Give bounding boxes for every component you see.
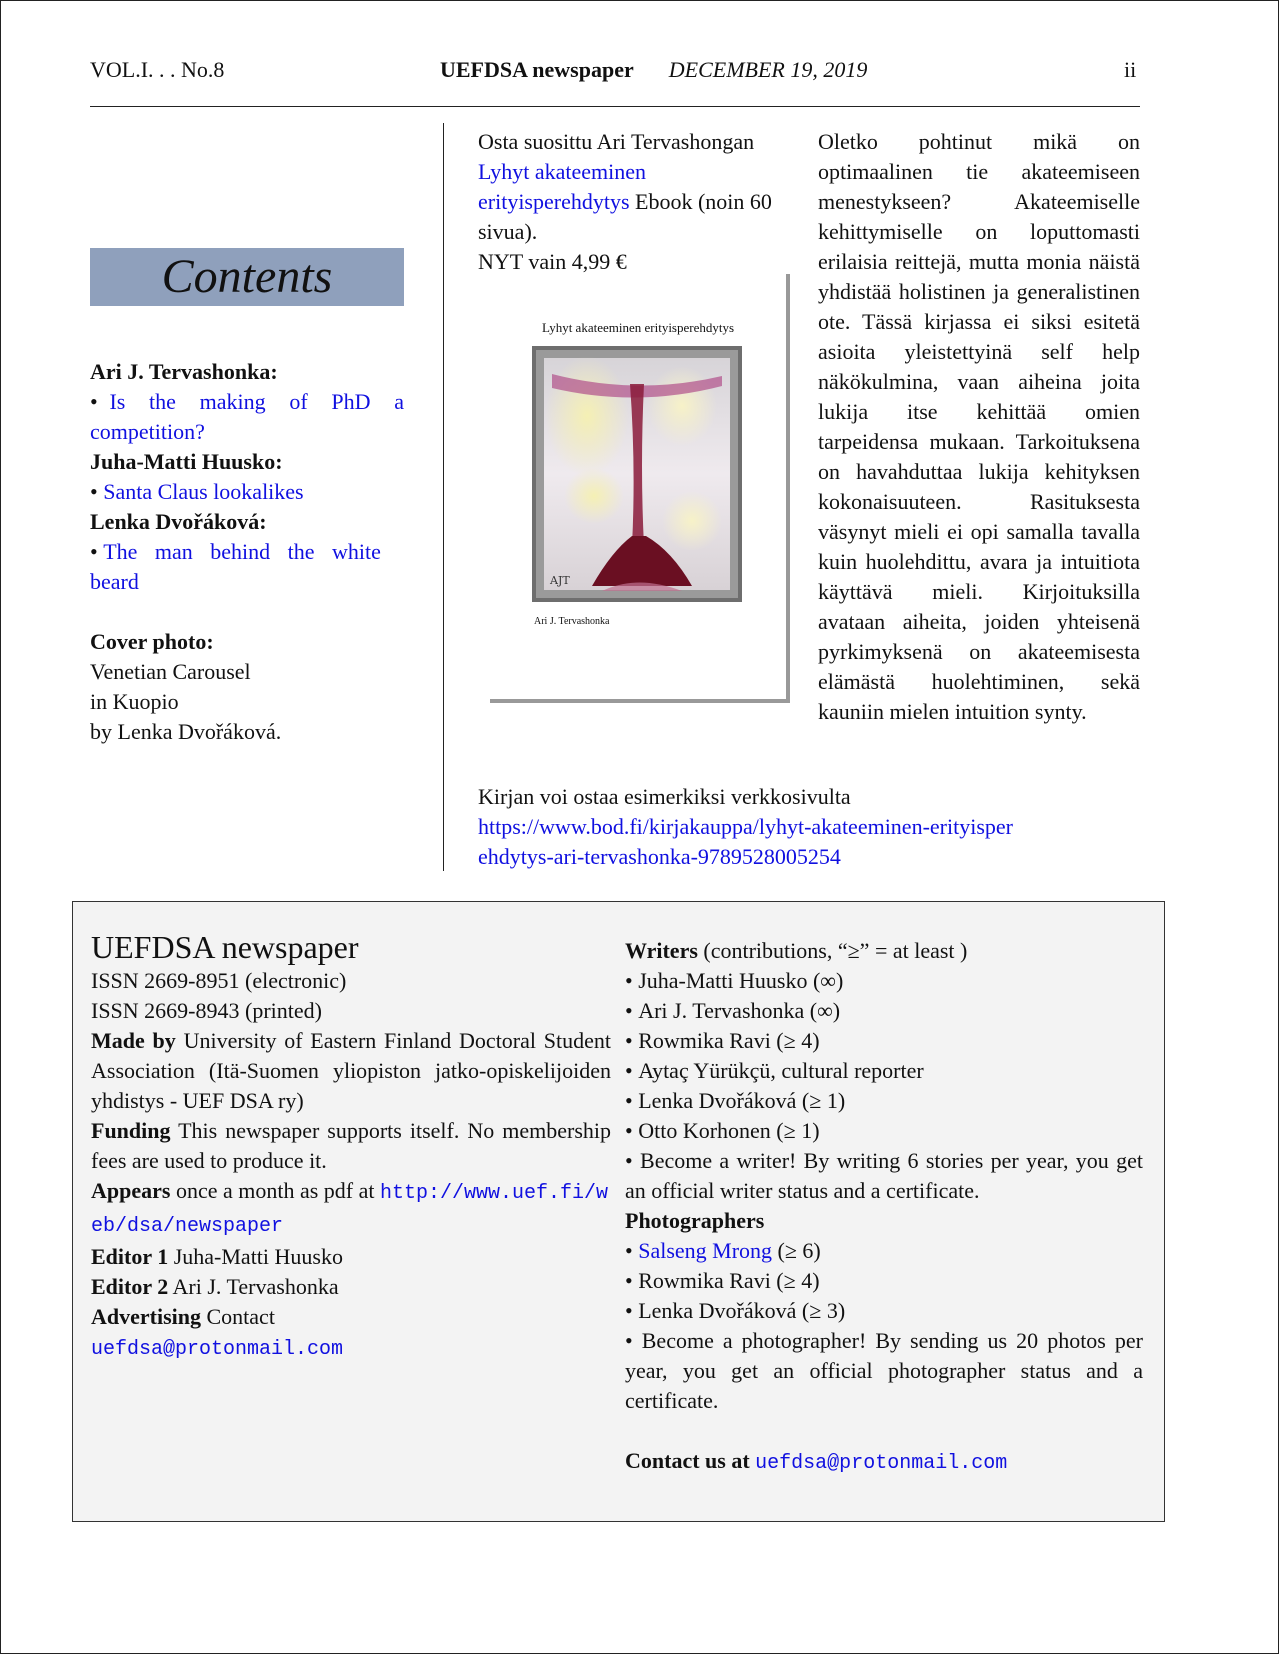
bullet-icon: • — [90, 539, 104, 564]
become-writer: • Become a writer! By writing 6 stories per year, you get an official writer status and a certificate. — [625, 1148, 1144, 1203]
contact-email-link[interactable]: uefdsa@protonmail.com — [755, 1452, 1008, 1475]
editor-2-label: Editor 2 — [91, 1274, 169, 1299]
become-writer-text: Become a writer! By writing 6 stories per year, you get an official writer status and a certificate. — [625, 1148, 1144, 1203]
volume-number: VOL.I. . . No.8 — [90, 57, 225, 82]
column-divider — [443, 123, 444, 871]
header-title-group — [440, 56, 867, 84]
photographer-name: Rowmika Ravi (≥ 4) — [638, 1268, 820, 1293]
header-rule — [90, 106, 1140, 107]
photographer-link-salseng[interactable]: Salseng Mrong — [638, 1238, 773, 1263]
editor-1 — [91, 1242, 611, 1272]
writer-item: • Juha-Matti Huusko (∞) — [625, 968, 844, 993]
writer-name: Rowmika Ravi (≥ 4) — [638, 1028, 820, 1053]
contents-section — [90, 447, 404, 477]
advertising — [91, 1302, 611, 1332]
photographer-count: (≥ 6) — [777, 1238, 821, 1263]
article-link-phd-competition[interactable]: Is the making of PhD a competition? — [90, 389, 405, 444]
ad-price: NYT vain 4,99 € — [478, 249, 627, 274]
cover-photo-label: Cover photo: — [90, 629, 214, 654]
writer-name: Lenka Dvořáková (≥ 1) — [638, 1088, 846, 1113]
contact-line — [625, 1446, 1143, 1479]
writer-item: • Rowmika Ravi (≥ 4) — [625, 1028, 820, 1053]
purchase-text: Kirjan voi ostaa esimerkiksi verkkosivulta — [478, 784, 851, 809]
contents-heading: Contents — [161, 250, 333, 303]
photographer-name: Lenka Dvořáková (≥ 3) — [638, 1298, 846, 1323]
newspaper-title: UEFDSA newspaper — [440, 57, 634, 82]
funding-text: This newspaper supports itself. No membership fees are used to produce it. — [91, 1118, 611, 1173]
masthead-right — [625, 936, 1143, 1479]
become-photographer: • Become a photographer! By sending us 20 photos per year, you get an official photographer status and a certificate. — [625, 1328, 1144, 1413]
book-ad-intro — [478, 127, 802, 277]
masthead-title: UEFDSA newspaper — [91, 929, 359, 965]
contents-item — [90, 387, 404, 447]
made-by — [91, 1026, 611, 1116]
editor-2-name: Ari J. Tervashonka — [172, 1274, 339, 1299]
cover-photo-credit: by Lenka Dvořáková. — [90, 719, 282, 744]
article-link-santa-claus[interactable]: Santa Claus lookalikes — [103, 479, 304, 504]
writer-item: • Otto Korhonen (≥ 1) — [625, 1118, 820, 1143]
photographers-label: Photographers — [625, 1208, 765, 1233]
purchase-link[interactable]: https://www.bod.fi/kirjakauppa/lyhyt-akateeminen-erityisperehdytys-ari-tervashonka-9789528005254 — [478, 814, 1013, 869]
article-link-white-beard[interactable]: The man behind the white beard — [90, 539, 381, 594]
ad-intro-text: Osta suosittu Ari Tervashongan — [478, 129, 755, 154]
writer-name: Ari J. Tervashonka (∞) — [638, 998, 841, 1023]
writer-name: Juha-Matti Huusko (∞) — [638, 968, 844, 993]
contents-item — [90, 477, 404, 507]
book-purchase — [478, 782, 1138, 872]
made-by-text: University of Eastern Finland Doctoral Student Association (Itä-Suomen yliopiston jatko-opiskelijoiden yhdistys - UEF DSA ry) — [91, 1028, 612, 1113]
photographer-item: • Salseng Mrong (≥ 6) — [625, 1238, 821, 1263]
masthead-box — [72, 901, 1165, 1522]
funding-label: Funding — [91, 1118, 171, 1143]
bullet-icon: • — [90, 479, 104, 504]
contents-item — [90, 537, 404, 597]
contents-section — [90, 507, 404, 537]
book-cover-title: Lyhyt akateeminen erityisperehdytys — [541, 320, 735, 335]
editor-1-label: Editor 1 — [91, 1244, 169, 1269]
issn-electronic: ISSN 2669-8951 (electronic) — [91, 968, 347, 993]
writers-heading — [625, 936, 1143, 966]
appears-text: once a month as pdf at — [175, 1178, 375, 1203]
become-photographer-text: Become a photographer! By sending us 20 photos per year, you get an official photographer status and a certificate. — [625, 1328, 1144, 1413]
contents-author: Lenka Dvořáková: — [90, 509, 267, 534]
bullet-icon: • — [90, 389, 110, 414]
masthead-left — [91, 928, 611, 1365]
book-description: Oletko pohtinut mikä on optimaalinen tie akateemiseen menestykseen? Akateemiselle kehittymiselle on loputtomasti erilaisia reittejä, mutta monia näistä yhdistää holistinen ja generalistinen ote. Tässä kirjassa ei siksi esitetä asioita yleistettyinä self help näkökulmina, vaan aiheina joita lukija itse kehittää omien tarpeidensa mukaan. Tarkoituksena on havahduttaa lukija kehityksen kokonaisuuteen. Rasituksesta väsynyt mieli ei opi samalla tavalla kuin huolehdittu, avara ja intuitiota käyttävä mieli. Kirjoituksilla avataan aiheita, joiden yhteisenä pyrkimyksenä on akateemisesta elämästä huolehtiminen, sekä kauniin mielen intuition synty. — [818, 129, 1140, 724]
editor-1-name: Juha-Matti Huusko — [173, 1244, 343, 1269]
photographer-item: • Lenka Dvořáková (≥ 3) — [625, 1298, 846, 1323]
appears-label: Appears — [91, 1178, 171, 1203]
writer-name: Otto Korhonen (≥ 1) — [638, 1118, 820, 1143]
book-cover-author: Ari J. Tervashonka — [534, 616, 610, 627]
contents-author: Ari J. Tervashonka: — [90, 359, 278, 384]
book-cover — [490, 274, 790, 703]
ad-ebook-text: Ebook (noin 60 sivua). — [478, 189, 772, 244]
writer-item: • Ari J. Tervashonka (∞) — [625, 998, 841, 1023]
appears — [91, 1176, 611, 1242]
contents-heading-box — [90, 248, 404, 306]
issue-date: DECEMBER 19, 2019 — [668, 57, 868, 82]
book-cover-painting — [532, 346, 742, 602]
book-cover-signature: AJT — [550, 574, 570, 587]
advertising-text: Contact — [206, 1304, 275, 1329]
advertising-email-link[interactable]: uefdsa@protonmail.com — [91, 1338, 344, 1361]
editor-2 — [91, 1272, 611, 1302]
newspaper-url-link[interactable]: http://www.uef.fi/web/dsa/newspaper — [91, 1182, 609, 1238]
issn-printed: ISSN 2669-8943 (printed) — [91, 998, 322, 1023]
writers-label: Writers — [625, 938, 698, 963]
writer-name: Aytaç Yürükçü, cultural reporter — [638, 1058, 924, 1083]
contact-label: Contact us at — [625, 1448, 750, 1473]
writer-item: • Aytaç Yürükçü, cultural reporter — [625, 1058, 924, 1083]
writer-item: • Lenka Dvořáková (≥ 1) — [625, 1088, 846, 1113]
contents-author: Juha-Matti Huusko: — [90, 449, 283, 474]
ad-link-line — [478, 157, 802, 247]
page-number: ii — [1124, 57, 1137, 82]
contents-list — [90, 357, 404, 747]
advertising-label: Advertising — [91, 1304, 201, 1329]
book-link[interactable]: Lyhyt akateeminen erityisperehdytys — [478, 159, 646, 214]
cover-photo-title: Venetian Carousel — [90, 659, 251, 684]
contents-section — [90, 357, 404, 387]
funding — [91, 1116, 611, 1176]
cover-photo-location: in Kuopio — [90, 689, 179, 714]
writers-note: (contributions, “≥” = at least ) — [703, 938, 968, 963]
made-by-label: Made by — [91, 1028, 176, 1053]
photographer-item: • Rowmika Ravi (≥ 4) — [625, 1268, 820, 1293]
